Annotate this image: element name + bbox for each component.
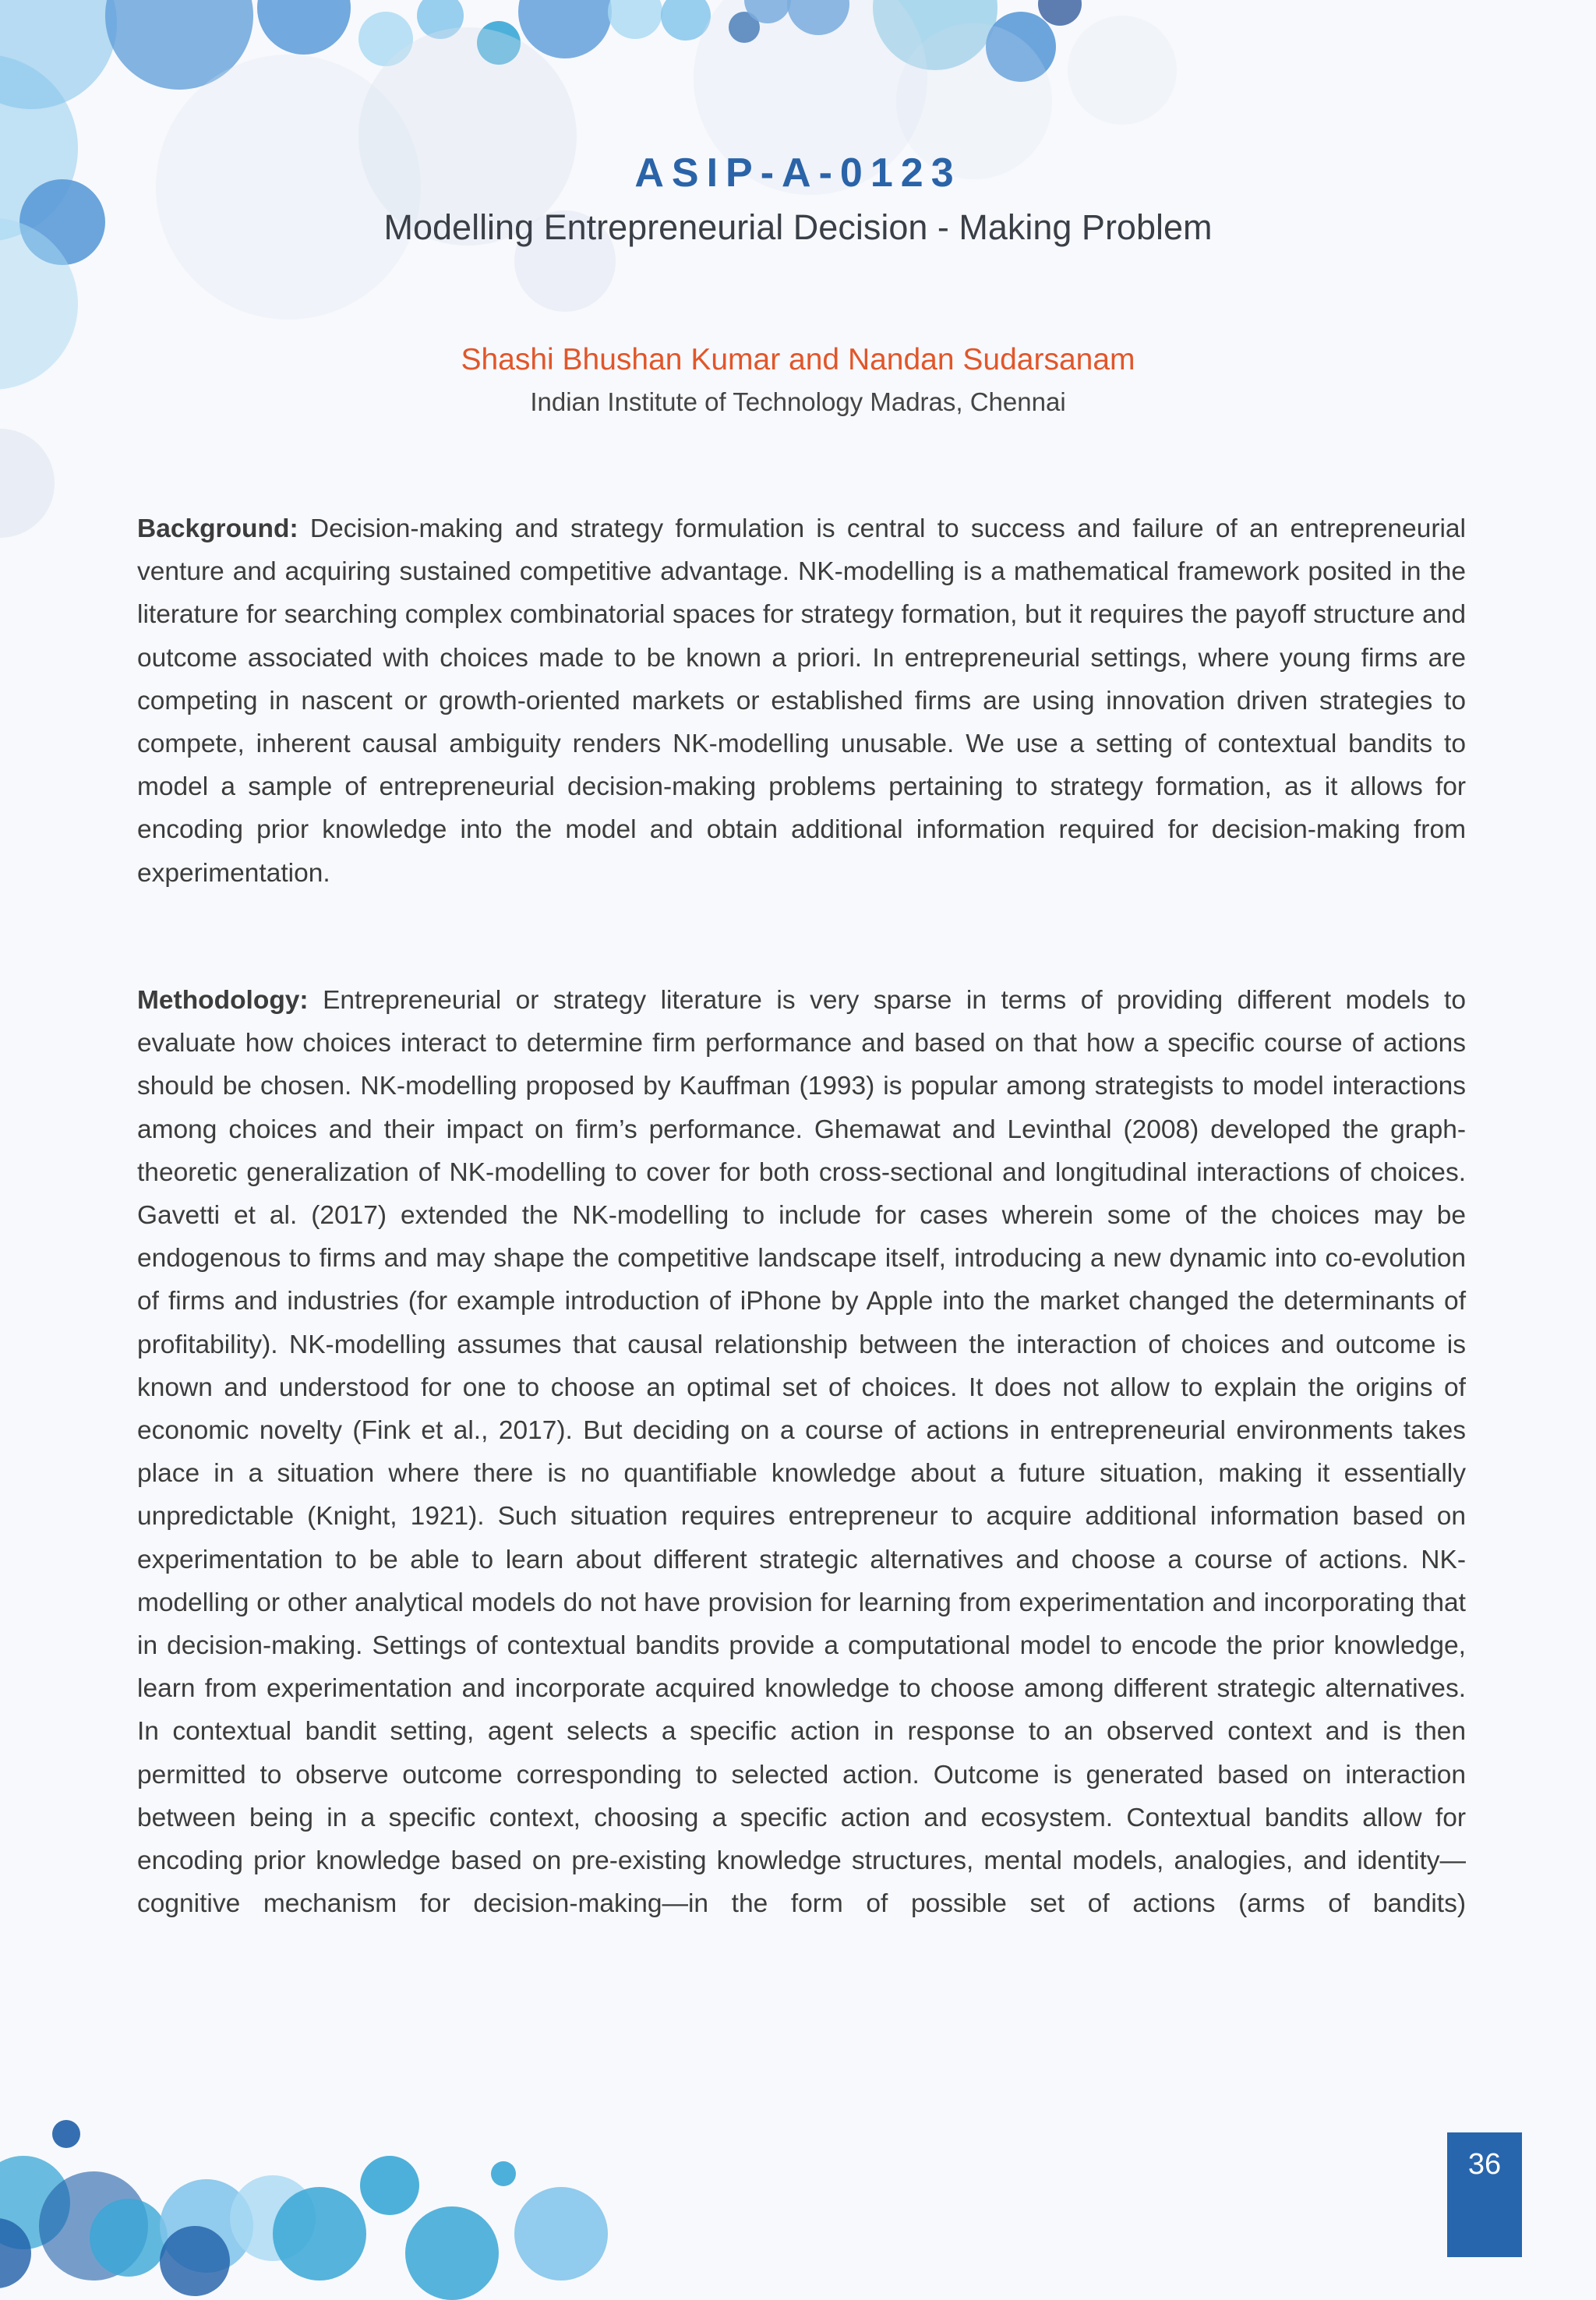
- decorative-bubble: [360, 2156, 419, 2215]
- decorative-bubble: [39, 2171, 148, 2281]
- decorative-bubble: [160, 2226, 230, 2296]
- decorative-bubble: [230, 2175, 316, 2261]
- decorative-bubble: [608, 0, 662, 39]
- decorative-bubble: [0, 429, 55, 538]
- decorative-bubble: [0, 2156, 70, 2249]
- background-text: Decision-making and strategy formulation is central to success and failure of an entrepreneurial venture and acquiring sustained competitive advantage. NK-modelling is a mathematical framework posited in the literature for searching complex combinatorial spaces for strategy formation, but it requires the payoff structure and outcome associated with choices made to be known a priori. In entrepreneurial settings, where young firms are competing in nascent or growth-oriented markets or established firms are using innovation driven strategies to compete, inherent causal ambiguity renders NK-modelling unusable. We use a setting of contextual bandits to model a sample of entrepreneurial decision-making problems pertaining to strategy formation, as it allows for encoding prior knowledge into the model and obtain additional information required for decision-making from experimentation.: [137, 514, 1466, 888]
- methodology-text: Entrepreneurial or strategy literature is very sparse in terms of providing different models to evaluate how choices interact to determine firm performance and based on that how a specific course of actions should be chosen. NK-modelling proposed by Kauffman (1993) is popular among strategists to model interactions among choices and their impact on firm’s performance. Ghemawat and Levinthal (2008) developed the graph-theoretic generalization of NK-modelling to cover for both cross-sectional and longitudinal interactions of choices. Gavetti et al. (2017) extended the NK-modelling to include for cases wherein some of the choices may be endogenous to firms and may shape the competitive landscape itself, introducing a new dynamic into co-evolution of firms and industries (for example introduction of iPhone by Apple into the market changed the determinants of profitability). NK-modelling assumes that causal relationship between the interaction of choices and outcome is known and understood for one to choose an optimal set of choices. It does not allow to explain the origins of economic novelty (Fink et al., 2017). But deciding on a course of actions in entrepreneurial environments takes place in a situation where there is no quantifiable knowledge about a future situation, making it essentially unpredictable (Knight, 1921). Such situation requires entrepreneur to acquire additional information based on experimentation to be able to learn about different strategic alternatives and choose a course of actions. NK-modelling or other analytical models do not have provision for learning from experimentation and incorporating that in decision-making. Settings of contextual bandits provide a computational model to encode the prior knowledge, learn from experimentation and incorporate acquired knowledge to choose among different strategic alternatives. In contextual bandit setting, agent selects a specific action in response to an observed context and is then permitted to observe outcome corresponding to selected action. Outcome is generated based on interaction between being in a specific context, choosing a specific action and ecosystem. Contextual bandits allow for encoding prior knowledge based on pre-existing knowledge structures, mental models, analogies, and identity—cognitive mechanism for decision-making—in the form of possible set of actions (arms of bandits): [137, 986, 1466, 1919]
- decorative-bubble: [160, 2179, 253, 2273]
- decorative-bubble: [787, 0, 849, 35]
- decorative-bubble: [1038, 0, 1082, 26]
- abstract-code: ASIP-A-0123: [634, 150, 962, 196]
- decorative-bubble: [986, 12, 1056, 82]
- decorative-bubble: [0, 2218, 31, 2288]
- decorative-bubbles-top: [0, 0, 1596, 561]
- author-names: Shashi Bhushan Kumar and Nandan Sudarsanam: [461, 343, 1135, 376]
- decorative-bubble: [729, 12, 760, 43]
- decorative-bubble: [661, 0, 711, 41]
- decorative-bubble: [477, 21, 521, 65]
- background-paragraph: [137, 507, 1466, 895]
- decorative-bubble: [358, 12, 413, 66]
- decorative-bubble: [491, 2161, 516, 2186]
- page-number: 36: [1467, 2148, 1502, 2181]
- decorative-bubble: [873, 0, 998, 70]
- decorative-bubble: [0, 0, 117, 109]
- decorative-bubble: [405, 2206, 499, 2300]
- author-affiliation: Indian Institute of Technology Madras, Chennai: [530, 387, 1066, 416]
- decorative-bubble: [1068, 16, 1177, 125]
- background-label: Background:: [137, 514, 298, 543]
- decorative-bubble: [273, 2187, 366, 2281]
- abstract-title: Modelling Entrepreneurial Decision - Making Problem: [383, 207, 1213, 247]
- decorative-bubble: [90, 2199, 168, 2277]
- decorative-bubble: [518, 0, 612, 58]
- decorative-bubble: [257, 0, 351, 55]
- page-number-box: [1447, 2132, 1522, 2257]
- methodology-paragraph: [137, 979, 1466, 1925]
- methodology-label: Methodology:: [137, 986, 309, 1015]
- decorative-bubble: [744, 0, 791, 23]
- decorative-bubble: [514, 2187, 608, 2281]
- decorative-bubble: [52, 2120, 80, 2148]
- decorative-bubbles-bottom: [0, 2117, 1596, 2257]
- decorative-bubble: [417, 0, 464, 39]
- decorative-bubble: [105, 0, 253, 90]
